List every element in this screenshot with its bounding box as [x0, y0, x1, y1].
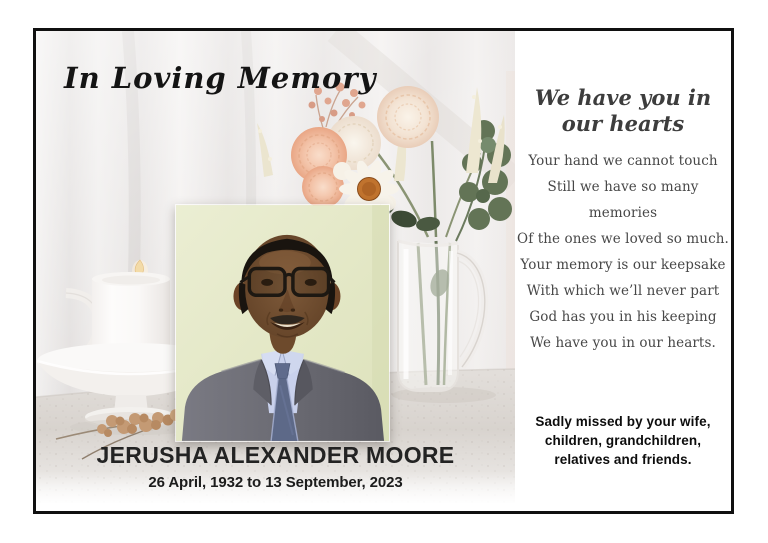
poem-line: Still we have so many memories: [547, 179, 699, 221]
poem-line: Of the ones we loved so much.: [517, 231, 729, 247]
closing-message: [515, 412, 731, 469]
portrait-illustration: [176, 205, 389, 441]
memorial-card: [33, 28, 734, 514]
tribute-panel: [515, 31, 731, 511]
poem-line: Your memory is our keepsake: [520, 257, 726, 273]
tribute-poem: [515, 148, 731, 356]
deceased-name: JERUSHA ALEXANDER MOORE: [96, 442, 455, 468]
in-loving-memory-title: In Loving Memory: [64, 61, 377, 95]
memorial-photo-scene: [36, 31, 515, 503]
portrait-photo: [175, 204, 390, 442]
tribute-heading-line1: We have you in: [534, 85, 712, 110]
closing-line: Sadly missed by your wife,: [535, 414, 711, 429]
tribute-heading: [515, 85, 731, 137]
deceased-dates: 26 April, 1932 to 13 September, 2023: [148, 474, 403, 491]
tribute-heading-line2: our hearts: [561, 111, 685, 136]
closing-line: children, grandchildren,: [544, 433, 702, 448]
poem-line: Your hand we cannot touch: [528, 153, 718, 169]
poem-line: God has you in his keeping: [529, 309, 717, 325]
poem-line: We have you in our hearts.: [530, 335, 716, 351]
poem-line: With which we’ll never part: [526, 283, 720, 299]
closing-line: relatives and friends.: [554, 452, 692, 467]
